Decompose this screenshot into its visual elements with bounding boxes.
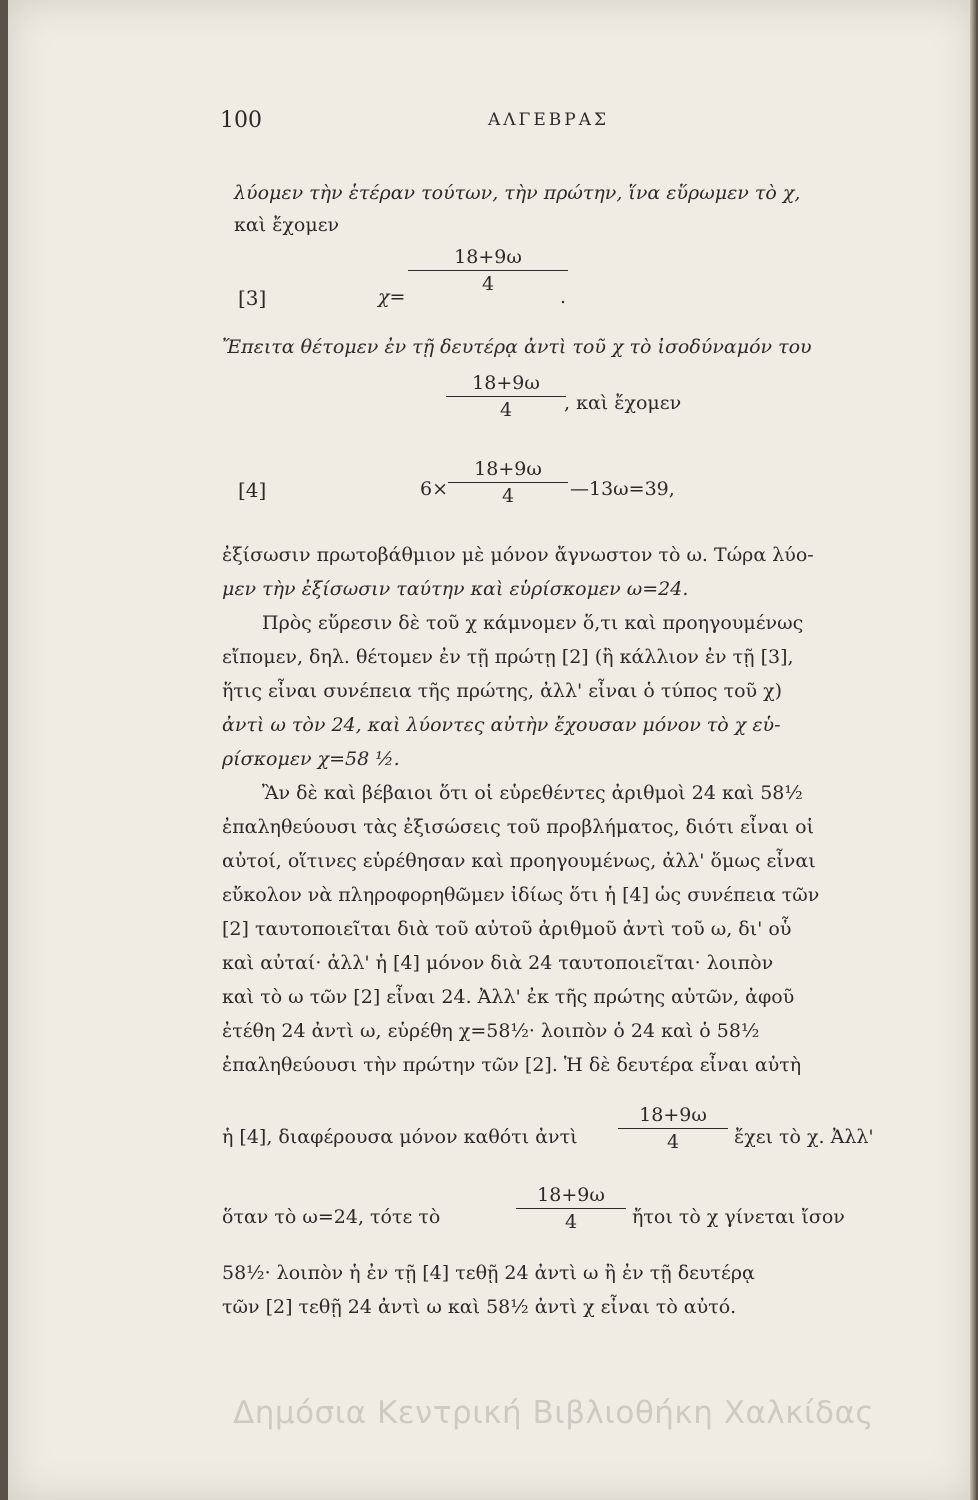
text-line: ἐπαληθεύουσι τὴν πρώτην τῶν [2]. Ἡ δὲ δευτέρα εἶναι αὐτὴ — [222, 1054, 802, 1076]
fraction — [448, 458, 568, 507]
text-line: καὶ αὐταί· ἀλλ' ἡ [4] μόνον διὰ 24 ταυτοποιεῖται· λοιπὸν — [222, 952, 774, 974]
fraction-denominator: 4 — [564, 1211, 578, 1233]
equation-pretext: ὅταν τὸ ω=24, τότε τὸ — [222, 1206, 441, 1228]
text-line: [2] ταυτοποιεῖται διὰ τοῦ αὐτοῦ ἀριθμοῦ ἀντὶ τοῦ ω, δι' οὗ — [222, 918, 792, 940]
text-line: καὶ τὸ ω τῶν [2] εἶναι 24. Ἀλλ' ἐκ τῆς πρώτης αὐτῶν, ἀφοῦ — [222, 986, 795, 1008]
text-line: καὶ ἔχομεν — [234, 214, 340, 236]
text-line: τῶν [2] τεθῇ 24 ἀντὶ ω καὶ 58½ ἀντὶ χ εἶναι τὸ αὐτό. — [222, 1296, 737, 1318]
text-line: 58½· λοιπὸν ἡ ἐν τῇ [4] τεθῇ 24 ἀντὶ ω ἢ ἐν τῇ δευτέρᾳ — [222, 1262, 755, 1284]
equation-label: [3] — [238, 286, 267, 310]
equation-lhs: χ= — [378, 286, 406, 308]
fraction-denominator: 4 — [501, 485, 515, 507]
text-line: Πρὸς εὕρεσιν δὲ τοῦ χ κάμνομεν ὅ,τι καὶ προηγουμένως — [262, 612, 804, 634]
page-number: 100 — [220, 108, 262, 133]
fraction — [516, 1184, 626, 1233]
equation-tail: —13ω=39, — [570, 478, 675, 500]
fraction-denominator: 4 — [666, 1131, 680, 1153]
library-watermark: Δημόσια Κεντρική Βιβλιοθήκη Χαλκίδας — [233, 1395, 875, 1431]
text-line: εἴπομεν, δηλ. θέτομεν ἐν τῇ πρώτῃ [2] (ἢ κάλλιον ἐν τῇ [3], — [222, 646, 794, 668]
text-line: Ἔπειτα θέτομεν ἐν τῇ δευτέρᾳ ἀντὶ τοῦ χ τὸ ἰσοδύναμόν του — [222, 336, 812, 358]
equation-tail: , καὶ ἔχομεν — [564, 392, 682, 414]
fraction-numerator: 18+9ω — [618, 1104, 728, 1129]
text-line: μεν τὴν ἐξίσωσιν ταύτην καὶ εὑρίσκομεν ω=24. — [222, 578, 689, 600]
text-line: εὔκολον νὰ πληροφορηθῶμεν ἰδίως ὅτι ἡ [4] ὡς συνέπεια τῶν — [222, 884, 820, 906]
equation-posttext: ἤτοι τὸ χ γίνεται ἴσον — [632, 1206, 845, 1228]
book-page — [8, 0, 976, 1500]
text-line: ἐξίσωσιν πρωτοβάθμιον μὲ μόνον ἄγνωστον τὸ ω. Τώρα λύο- — [222, 544, 814, 566]
equation-pretext: ἡ [4], διαφέρουσα μόνον καθότι ἀντὶ — [222, 1126, 578, 1148]
fraction-numerator: 18+9ω — [446, 372, 566, 397]
equation-tail: . — [560, 286, 567, 308]
fraction — [446, 372, 566, 421]
text-line: ἐτέθη 24 ἀντὶ ω, εὑρέθη χ=58½· λοιπὸν ὁ 24 καὶ ὁ 58½ — [222, 1020, 760, 1042]
text-line: ρίσκομεν χ=58 ½. — [222, 748, 400, 770]
equation-prefix: 6× — [420, 478, 449, 500]
text-line: ἀντὶ ω τὸν 24, καὶ λύοντες αὐτὴν ἔχουσαν μόνον τὸ χ εὑ- — [222, 714, 781, 736]
page-gutter — [970, 0, 976, 1500]
fraction-numerator: 18+9ω — [408, 246, 568, 271]
fraction-numerator: 18+9ω — [516, 1184, 626, 1209]
text-line: ἐπαληθεύουσι τὰς ἐξισώσεις τοῦ προβλήματος, διότι εἶναι οἱ — [222, 816, 815, 838]
text-line: Ἂν δὲ καὶ βέβαιοι ὅτι οἱ εὑρεθέντες ἀριθμοὶ 24 καὶ 58½ — [262, 782, 803, 804]
fraction — [618, 1104, 728, 1153]
fraction-numerator: 18+9ω — [448, 458, 568, 483]
running-header — [220, 108, 916, 138]
text-line: ἥτις εἶναι συνέπεια τῆς πρώτης, ἀλλ' εἶναι ὁ τύπος τοῦ χ) — [222, 680, 783, 702]
equation-label: [4] — [238, 478, 267, 502]
fraction-denominator: 4 — [499, 399, 513, 421]
equation-posttext: ἔχει τὸ χ. Ἀλλ' — [734, 1126, 874, 1148]
fraction-denominator: 4 — [481, 273, 495, 295]
fraction — [408, 246, 568, 295]
running-title: ΑΛΓΕΒΡΑΣ — [488, 110, 609, 130]
text-line: αὐτοί, οἵτινες εὑρέθησαν καὶ προηγουμένως, ἀλλ' ὅμως εἶναι — [222, 850, 816, 872]
text-line: λύομεν τὴν ἑτέραν τούτων, τὴν πρώτην, ἵνα εὕρωμεν τὸ χ, — [234, 182, 801, 204]
